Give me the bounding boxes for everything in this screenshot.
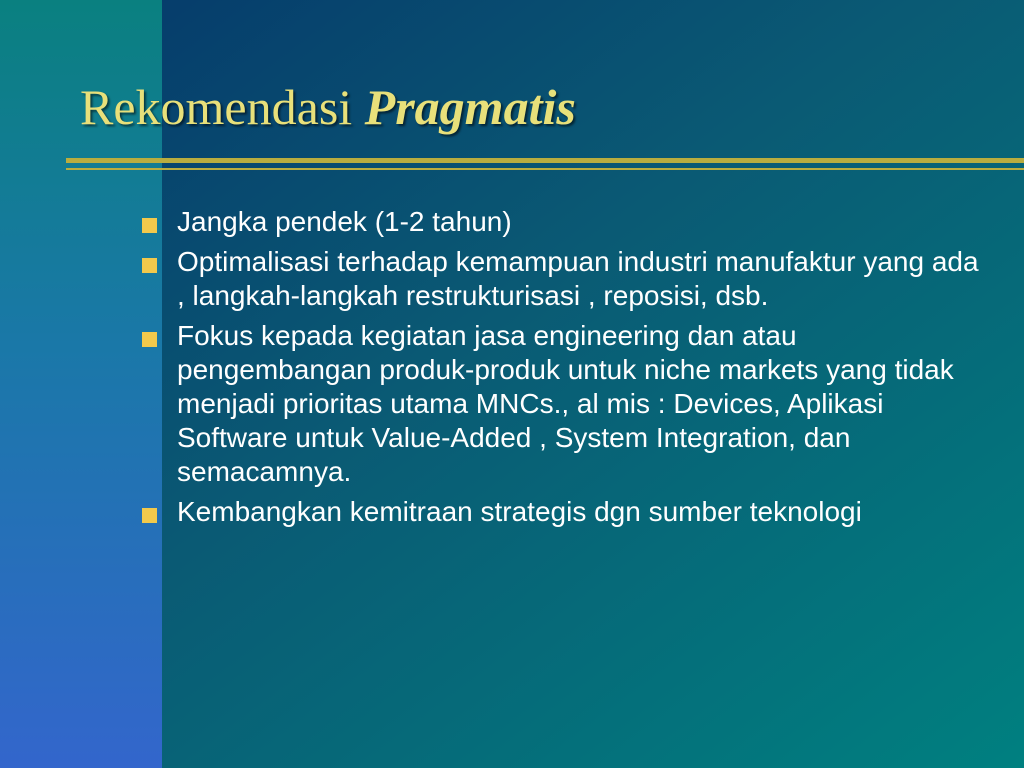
title-emphasis: Pragmatis (364, 79, 576, 135)
bullet-item (140, 245, 990, 313)
slide-title (80, 80, 576, 135)
square-bullet-icon (142, 332, 157, 347)
bullet-text: Optimalisasi terhadap kemampuan industri manufaktur yang ada , langkah-langkah restrukturisasi , reposisi, dsb. (177, 246, 979, 311)
bullet-item (140, 319, 990, 489)
bullet-text: Jangka pendek (1-2 tahun) (177, 206, 512, 237)
square-bullet-icon (142, 258, 157, 273)
title-divider-thin (66, 168, 1024, 170)
title-plain: Rekomendasi (80, 79, 353, 135)
square-bullet-icon (142, 508, 157, 523)
bullet-list (140, 205, 990, 535)
bullet-item (140, 205, 990, 239)
square-bullet-icon (142, 218, 157, 233)
bullet-text: Fokus kepada kegiatan jasa engineering dan atau pengembangan produk-produk untuk niche markets yang tidak menjadi prioritas utama MNCs., al mis : Devices, Aplikasi Software untuk Value-Added , System Integration, dan semacamnya. (177, 320, 954, 487)
bullet-text: Kembangkan kemitraan strategis dgn sumber teknologi (177, 496, 862, 527)
bullet-item (140, 495, 990, 529)
title-divider-thick (66, 158, 1024, 163)
